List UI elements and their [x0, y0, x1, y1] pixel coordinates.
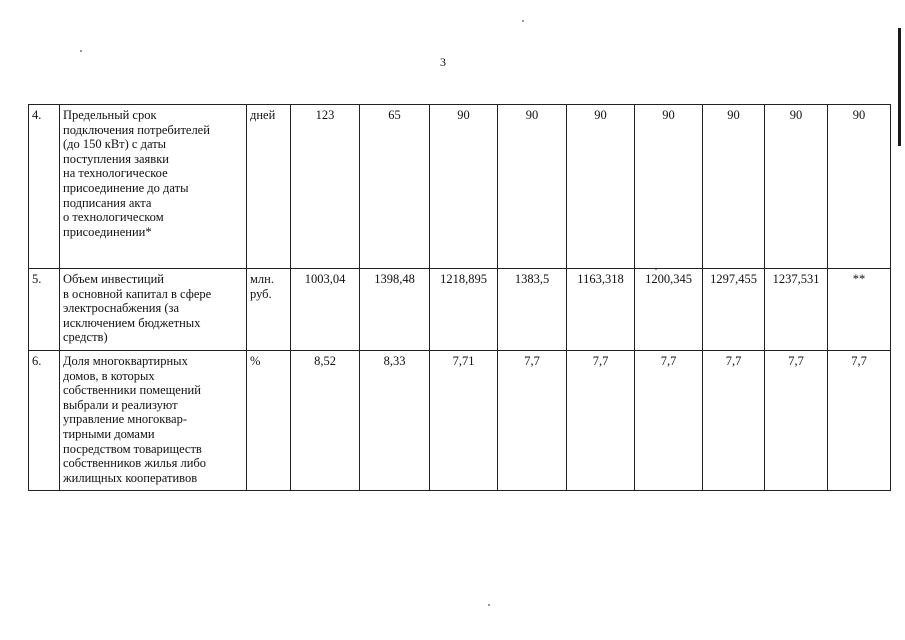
table-row — [29, 269, 891, 351]
value-cell: 7,7 — [635, 351, 703, 491]
value-cell: 7,7 — [765, 351, 828, 491]
value-cell: 1237,531 — [765, 269, 828, 351]
indicator-name: Доля многоквартирных домов, в которых собственники помещений выбрали и реализуют управление многоквар- тирными домами посредством товариществ собственников жилья либо жилищных кооперативов — [60, 351, 247, 491]
table-row — [29, 105, 891, 269]
indicator-name: Предельный срок подключения потребителей (до 150 кВт) с даты поступления заявки на технологическое присоединение до даты подписания акта о технологическом присоединении* — [60, 105, 247, 269]
unit-cell: дней — [247, 105, 291, 269]
row-number: 5. — [29, 269, 60, 351]
value-cell: 90 — [703, 105, 765, 269]
value-cell: 1163,318 — [567, 269, 635, 351]
scan-speck — [80, 50, 82, 52]
value-cell: 90 — [567, 105, 635, 269]
value-cell: 1297,455 — [703, 269, 765, 351]
value-cell: 65 — [360, 105, 430, 269]
value-cell: 90 — [765, 105, 828, 269]
scan-margin-mark — [898, 28, 901, 146]
row-number: 6. — [29, 351, 60, 491]
value-cell: 1218,895 — [430, 269, 498, 351]
value-cell: 90 — [430, 105, 498, 269]
value-cell: 7,7 — [567, 351, 635, 491]
scan-speck — [488, 604, 490, 606]
value-cell: 8,33 — [360, 351, 430, 491]
unit-cell: % — [247, 351, 291, 491]
page-number: 3 — [440, 55, 446, 69]
value-cell: 7,7 — [828, 351, 891, 491]
value-cell: 123 — [291, 105, 360, 269]
value-cell: 1200,345 — [635, 269, 703, 351]
value-cell: 90 — [635, 105, 703, 269]
value-cell: 90 — [828, 105, 891, 269]
value-cell: 1003,04 — [291, 269, 360, 351]
indicator-name: Объем инвестиций в основной капитал в сфере электроснабжения (за исключением бюджетных средств) — [60, 269, 247, 351]
value-cell: 90 — [498, 105, 567, 269]
value-cell: ** — [828, 269, 891, 351]
value-cell: 7,7 — [703, 351, 765, 491]
value-cell: 1383,5 — [498, 269, 567, 351]
value-cell: 7,7 — [498, 351, 567, 491]
table-row — [29, 351, 891, 491]
value-cell: 8,52 — [291, 351, 360, 491]
unit-cell: млн. руб. — [247, 269, 291, 351]
indicators-table — [28, 104, 891, 491]
value-cell: 7,71 — [430, 351, 498, 491]
value-cell: 1398,48 — [360, 269, 430, 351]
row-number: 4. — [29, 105, 60, 269]
scan-speck — [522, 20, 524, 22]
